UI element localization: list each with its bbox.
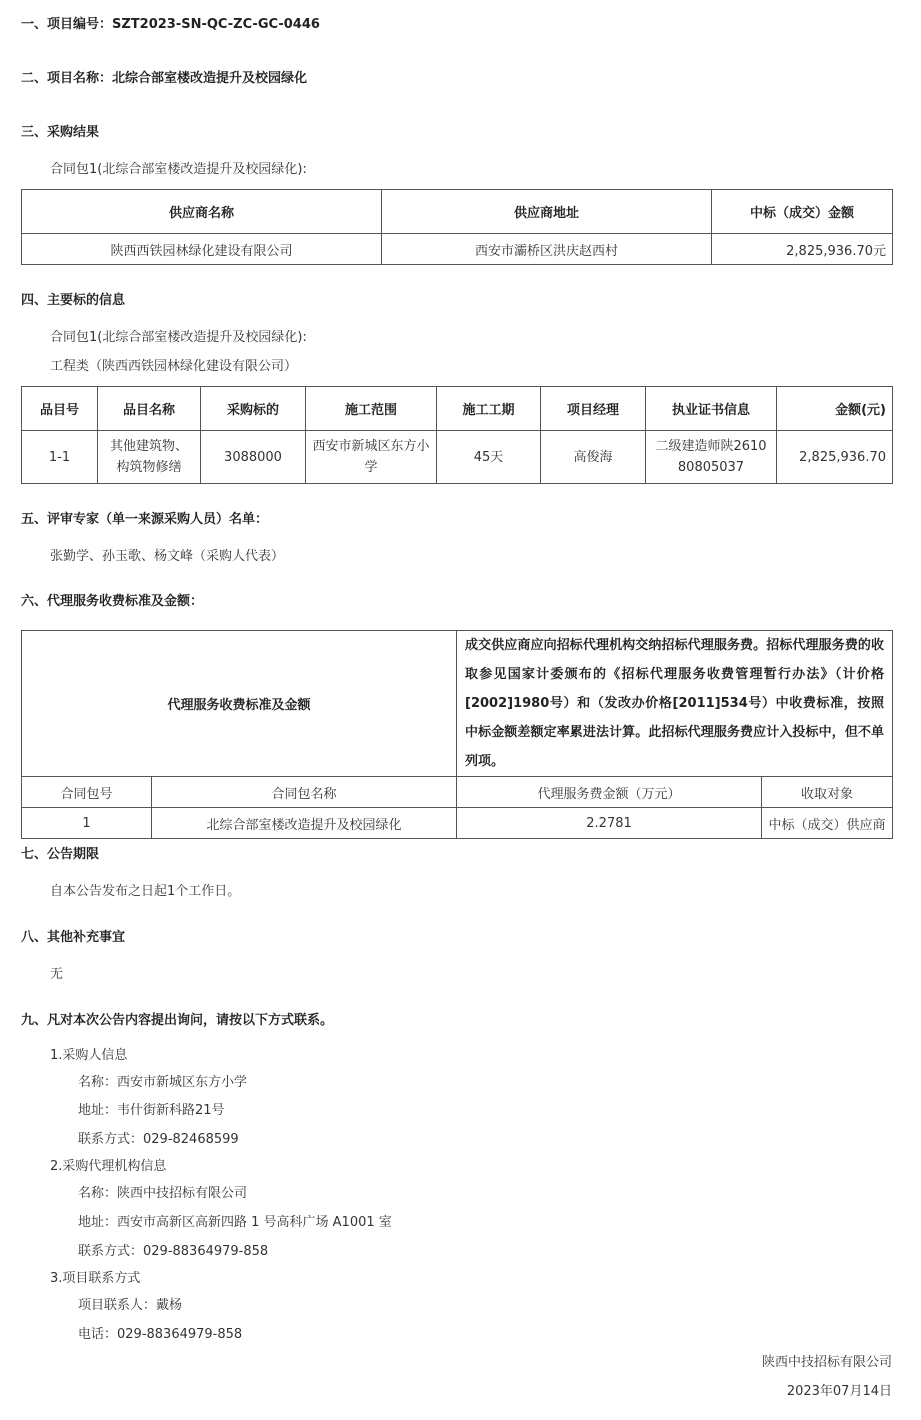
header-certificate: 执业证书信息 [646,387,777,431]
header-amount: 金额(元) [777,387,893,431]
expert-names: 张勤学、孙玉歌、杨文峰（采购人代表） [50,549,285,564]
header-item-name: 品目名称 [98,387,201,431]
item-duration: 45天 [437,431,541,484]
section-title-items: 四、主要标的信息 [21,293,126,308]
table-row [22,234,893,265]
agency-fee-table [21,630,893,839]
period-text: 自本公告发布之日起1个工作日。 [50,884,241,899]
header-manager: 项目经理 [541,387,646,431]
result-table [21,189,893,265]
header-fee-payer: 收取对象 [762,777,893,808]
buyer-address: 地址：韦什街新科路21号 [78,1103,225,1118]
section-title-agency-fee: 六、代理服务收费标准及金额： [21,594,204,609]
contact-title: 3.项目联系方式 [50,1271,141,1286]
items-table [21,386,893,484]
header-scope: 施工范围 [306,387,437,431]
buyer-name: 名称：西安市新城区东方小学 [78,1075,248,1090]
fee-payer: 中标（成交）供应商 [762,808,893,839]
item-manager: 高俊海 [541,431,646,484]
item-amount: 2,825,936.70 [777,431,893,484]
buyer-title: 1.采购人信息 [50,1048,128,1063]
project-name: 二、项目名称：北综合部室楼改造提升及校园绿化 [21,71,308,86]
project-number: 一、项目编号：SZT2023-SN-QC-ZC-GC-0446 [21,17,320,32]
header-supplier-name: 供应商名称 [22,190,382,234]
fee-standard-description: 成交供应商应向招标代理机构交纳招标代理服务费。招标代理服务费的收取参见国家计委颁布的《招标代理服务收费管理暂行办法》（计价格[2002]1980号）和（发改办价格[2011]534号）中收费标准，按照中标金额差额定率累进法计算。此招标代理服务费应计入投标中，但不单列项。 [457,631,893,777]
agent-title: 2.采购代理机构信息 [50,1159,167,1174]
buyer-phone: 联系方式：029-82468599 [78,1132,239,1147]
package-label: 合同包1(北综合部室楼改造提升及校园绿化): [50,162,307,177]
category-label: 工程类（陕西西铁园林绿化建设有限公司） [50,359,298,374]
footer-date: 2023年07月14日 [786,1384,892,1399]
agent-phone: 联系方式：029-88364979-858 [78,1244,269,1259]
other-text: 无 [50,967,64,982]
contact-person: 项目联系人：戴杨 [78,1298,183,1313]
table-row [22,808,893,839]
package-name: 北综合部室楼改造提升及校园绿化 [152,808,457,839]
fee-amount: 2.2781 [457,808,762,839]
agent-name: 名称：陕西中技招标有限公司 [78,1186,248,1201]
header-package-no: 合同包号 [22,777,152,808]
section-title-period: 七、公告期限 [21,847,100,862]
section-title-experts: 五、评审专家（单一来源采购人员）名单： [21,512,269,527]
fee-standard-label: 代理服务收费标准及金额 [22,631,457,777]
section-title-result: 三、采购结果 [21,125,100,140]
footer-organization: 陕西中技招标有限公司 [761,1355,892,1370]
package-label: 合同包1(北综合部室楼改造提升及校园绿化): [50,330,307,345]
table-row [22,431,893,484]
supplier-address: 西安市灞桥区洪庆赵西村 [382,234,712,265]
item-subject: 3088000 [201,431,306,484]
contact-phone: 电话：029-88364979-858 [78,1327,243,1342]
package-no: 1 [22,808,152,839]
section-title-contact: 九、凡对本次公告内容提出询问，请按以下方式联系。 [21,1013,334,1028]
header-award-amount: 中标（成交）金额 [712,190,893,234]
award-amount: 2,825,936.70元 [712,234,893,265]
supplier-name: 陕西西铁园林绿化建设有限公司 [22,234,382,265]
item-name: 其他建筑物、构筑物修缮 [98,431,201,484]
header-subject: 采购标的 [201,387,306,431]
header-supplier-address: 供应商地址 [382,190,712,234]
item-scope: 西安市新城区东方小学 [306,431,437,484]
section-title-other: 八、其他补充事宜 [21,930,126,945]
agent-address: 地址：西安市高新区高新四路 1 号高科广场 A1001 室 [78,1215,392,1230]
header-fee-amount: 代理服务费金额（万元） [457,777,762,808]
item-no: 1-1 [22,431,98,484]
header-duration: 施工工期 [437,387,541,431]
header-package-name: 合同包名称 [152,777,457,808]
header-item-no: 品目号 [22,387,98,431]
item-certificate: 二级建造师陕261080805037 [646,431,777,484]
